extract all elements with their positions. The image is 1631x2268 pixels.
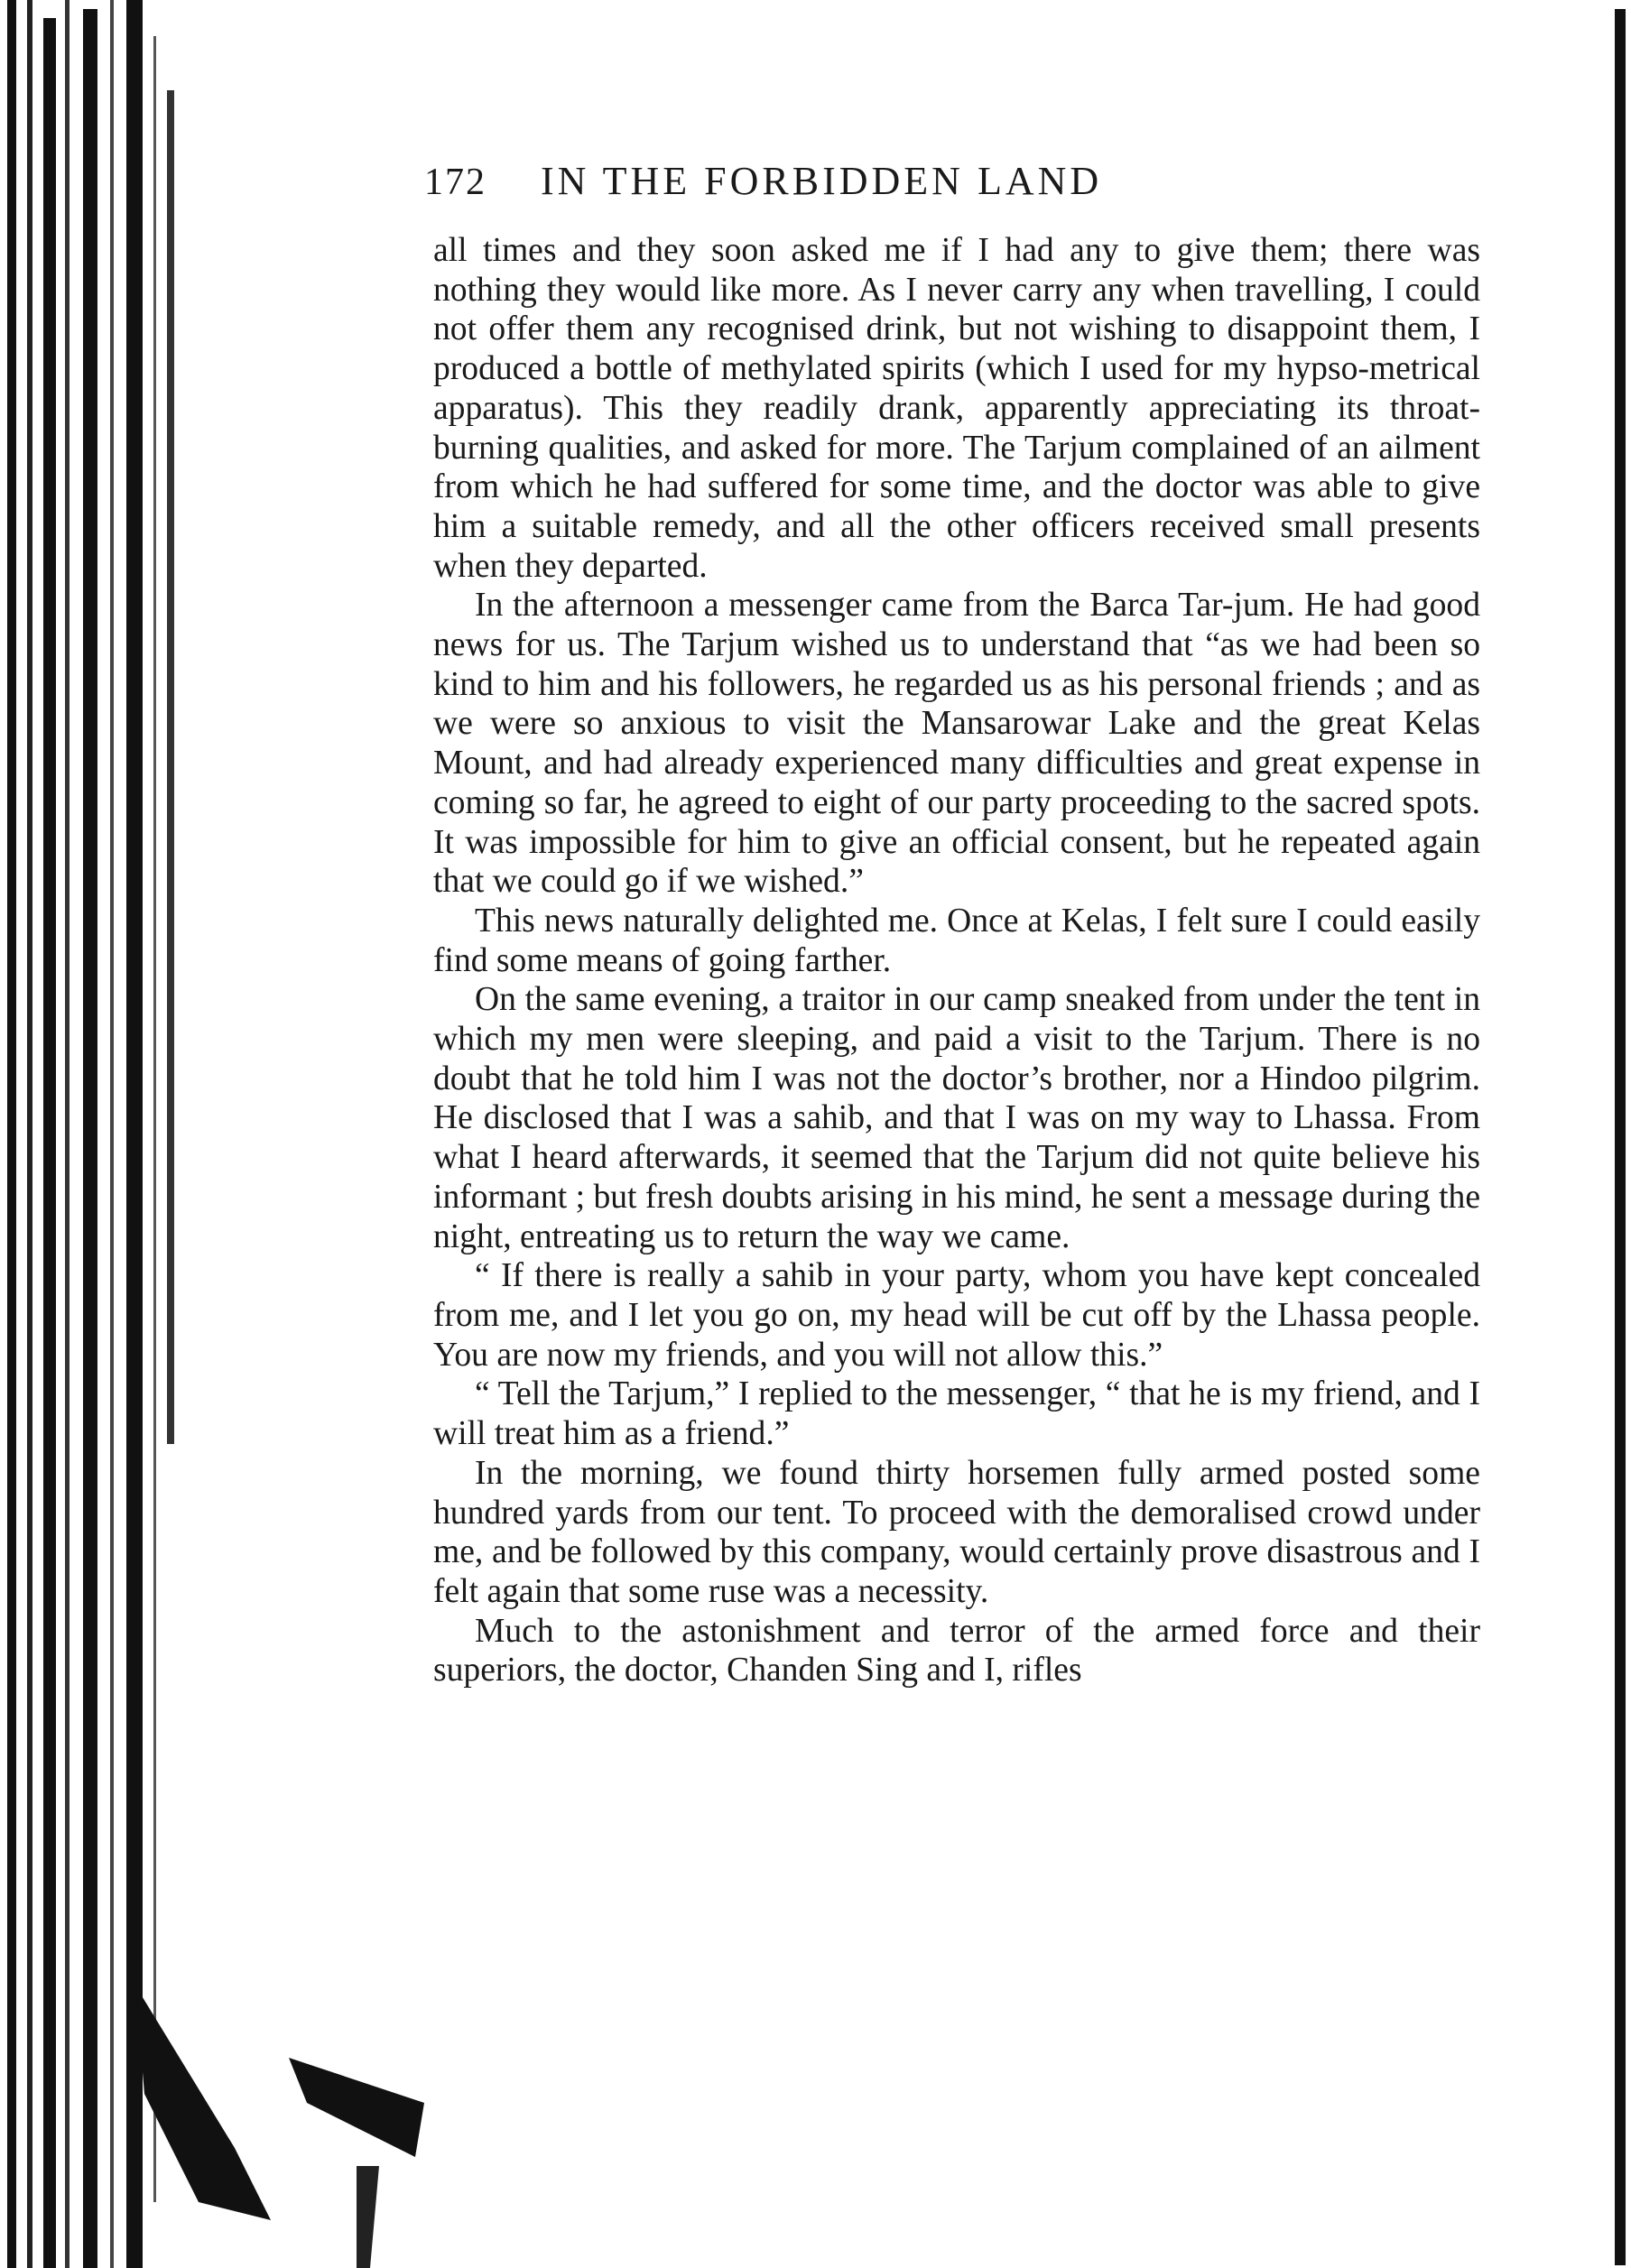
paragraph-8: Much to the astonishment and terror of the armed force and their superiors, the doctor, Chanden Sing and I, rifles (433, 1612, 1480, 1689)
paragraph-3: This news naturally delighted me. Once at Kelas, I felt sure I could easily find some means of going farther. (433, 902, 1480, 979)
paragraph-5: “ If there is really a sahib in your party, whom you have kept concealed from me, and I let you go on, my head will be cut off by the Lhassa people. You are now my friends, and you will not allow this.” (433, 1257, 1480, 1374)
running-title: IN THE FORBIDDEN LAND (541, 159, 1103, 203)
page-binding-artifact (0, 0, 433, 2268)
body-text (433, 231, 1480, 2189)
page-edge-artifact (1595, 0, 1631, 2268)
paragraph-6: “ Tell the Tarjum,” I replied to the messenger, “ that he is my friend, and I will treat him as a friend.” (433, 1375, 1480, 1453)
paragraph-1: all times and they soon asked me if I had any to give them; there was nothing they would like more. As I never carry any when travelling, I could not offer them any recognised drink, but not wishing to disappoint them, I produced a bottle of methylated spirits (which I used for my hypso-metrical apparatus). This they readily drank, apparently appreciating its throat-burning qualities, and asked for more. The Tarjum complained of an ailment from which he had suffered for some time, and the doctor was able to give him a suitable remedy, and all the other officers received small presents when they departed. (433, 232, 1480, 585)
paragraph-7: In the morning, we found thirty horsemen fully armed posted some hundred yards from our tent. To proceed with the demoralised crowd under me, and be followed by this company, would certainly prove disastrous and I felt again that some ruse was a necessity. (433, 1454, 1480, 1610)
page-number: 172 (424, 162, 487, 203)
paragraph-2: In the afternoon a messenger came from the Barca Tar-jum. He had good news for us. The Tarjum wished us to understand that “as we had been so kind to him and his followers, he regarded us as his personal friends ; and as we were so anxious to visit the Mansarowar Lake and the great Kelas Mount, and had already experienced many difficulties and great expense in coming so far, he agreed to eight of our party proceeding to the sacred spots. It was impossible for him to give an official consent, but he repeated again that we could go if we wished.” (433, 587, 1480, 901)
page-header (424, 158, 1489, 221)
paragraph-4: On the same evening, a traitor in our camp sneaked from under the tent in which my men were sleeping, and paid a visit to the Tarjum. There is no doubt that he told him I was not the doctor’s brother, nor a Hindoo pilgrim. He disclosed that I was a sahib, and that I was on my way to Lhassa. From what I heard afterwards, it seemed that the Tarjum did not quite believe his informant ; but fresh doubts arising in his mind, he sent a message during the night, entreating us to return the way we came. (433, 981, 1480, 1255)
